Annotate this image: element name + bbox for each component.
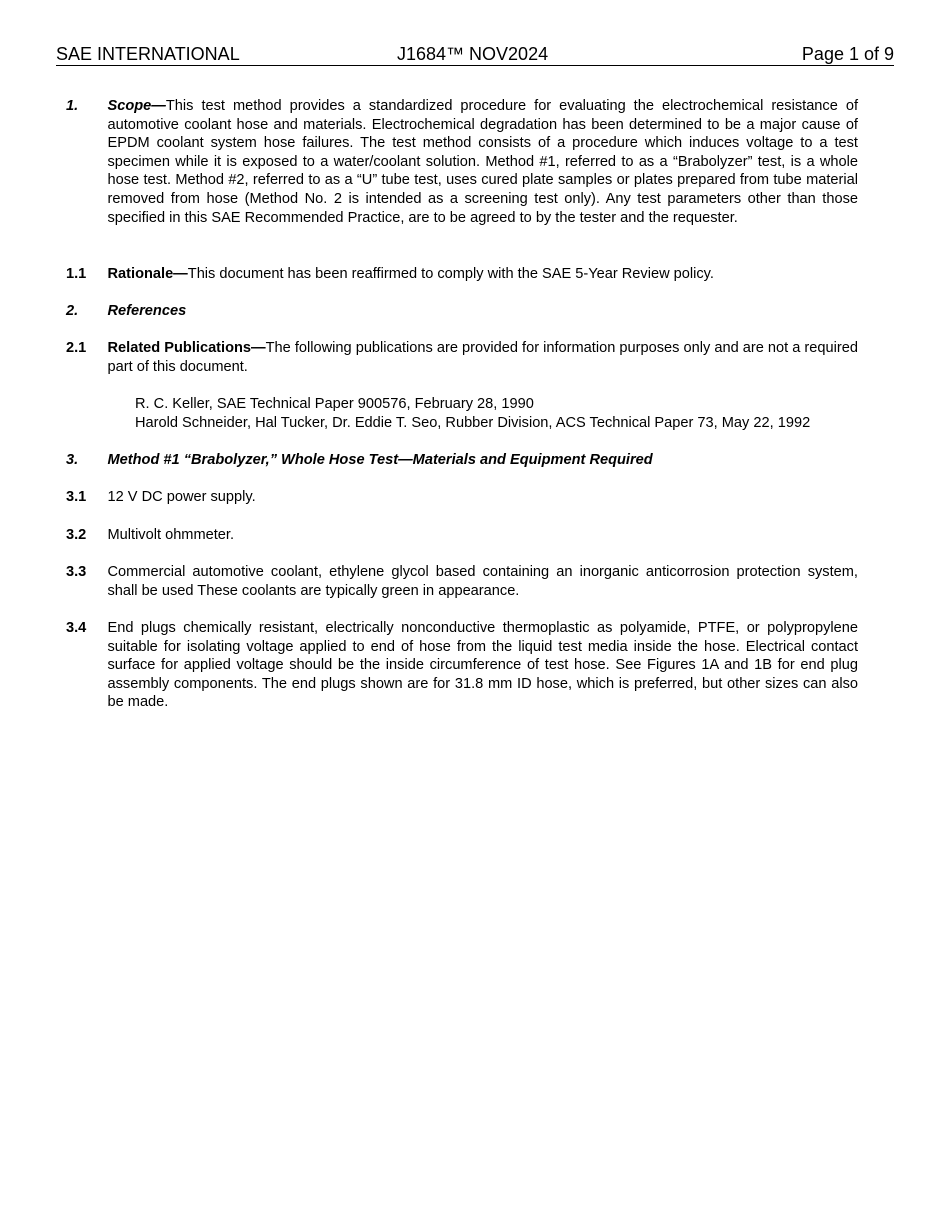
section-number: 3.2 xyxy=(66,527,87,543)
section-3-1 xyxy=(66,488,858,507)
section-text: Multivolt ohmmeter. xyxy=(107,527,235,543)
section-number: 1. xyxy=(66,98,79,114)
section-body xyxy=(108,339,859,376)
section-number: 3.1 xyxy=(66,489,87,505)
section-title: References xyxy=(107,303,187,319)
section-text: This document has been reaffirmed to comply with the SAE 5-Year Review policy. xyxy=(187,266,714,282)
section-3-method-1 xyxy=(66,451,858,470)
section-title: Scope— xyxy=(107,98,166,114)
reference-list xyxy=(135,395,875,432)
section-2-1-related-publications xyxy=(66,339,858,376)
section-3-2 xyxy=(66,526,858,545)
section-number: 3.4 xyxy=(66,620,87,636)
section-number: 1.1 xyxy=(66,266,87,282)
reference-item: R. C. Keller, SAE Technical Paper 900576, February 28, 1990 xyxy=(135,396,534,412)
section-1-scope xyxy=(66,97,858,227)
header-page-number: Page 1 of 9 xyxy=(801,44,894,64)
section-text: Commercial automotive coolant, ethylene glycol based containing an inorganic anticorrosion protection system, shall be used These coolants are typically green in appearance. xyxy=(107,564,858,599)
reference-item: Harold Schneider, Hal Tucker, Dr. Eddie T. Seo, Rubber Division, ACS Technical Paper 73, May 22, 1992 xyxy=(135,414,811,431)
section-2-references xyxy=(66,302,858,321)
section-body xyxy=(108,451,859,470)
section-text: The following publications are provided for information purposes only and are not a required part of this document. xyxy=(107,340,858,375)
header-document-id: J1684™ NOV2024 xyxy=(397,44,549,64)
section-body xyxy=(108,97,859,227)
section-body xyxy=(108,302,859,321)
section-number: 2.1 xyxy=(66,340,87,356)
section-number: 2. xyxy=(66,303,79,319)
section-number: 3. xyxy=(66,452,79,468)
page-header xyxy=(56,44,894,66)
section-1-1-rationale xyxy=(66,265,858,284)
section-text: 12 V DC power supply. xyxy=(107,489,256,505)
section-text: End plugs chemically resistant, electrically nonconductive thermoplastic as polyamide, PTFE, or polypropylene suitable for isolating voltage applied to end of hose from the liquid test media inside the hose. Electrical contact surface for applied voltage should be the inside circumference of test hose. See Figures 1A and 1B for end plug assembly components. The end plugs shown are for 31.8 mm ID hose, which is preferred, but other sizes can also be made. xyxy=(107,620,858,711)
header-organization: SAE INTERNATIONAL xyxy=(56,44,240,64)
section-number: 3.3 xyxy=(66,564,87,580)
section-title: Related Publications— xyxy=(107,340,266,356)
section-3-3 xyxy=(66,563,858,600)
section-title: Method #1 “Brabolyzer,” Whole Hose Test—Materials and Equipment Required xyxy=(107,452,653,468)
section-body xyxy=(108,265,859,284)
section-3-4 xyxy=(66,619,858,712)
section-text: This test method provides a standardized procedure for evaluating the electrochemical resistance of automotive coolant hose and materials. Electrochemical degradation has been determined to be a major cause of EPDM coolant system hose failures. The test method consists of a procedure which induces voltage to a test specimen while it is exposed to a water/coolant solution. Method #1, referred to as a “Brabolyzer” test, is a whole hose test. Method #2, referred to as a “U” tube test, uses cured plate samples or plates prepared from tube material removed from hose (Method No. 2 is intended as a screening test only). Any test parameters other than those specified in this SAE Recommended Practice, are to be agreed to by the tester and the requester. xyxy=(107,98,858,226)
section-title: Rationale— xyxy=(107,266,188,282)
